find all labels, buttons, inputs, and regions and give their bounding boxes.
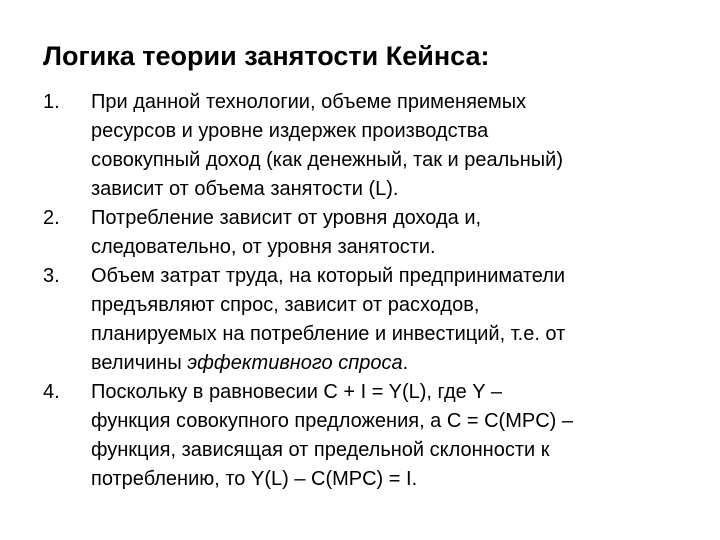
list-item-number: 4. (43, 381, 60, 403)
list-item-line: зависит от объема занятости (L). (91, 178, 399, 200)
list-item-line: функция, зависящая от предельной склонности к (91, 439, 550, 461)
numbered-list (43, 88, 693, 494)
list-item-line: Объем затрат труда, на который предприниматели (91, 265, 566, 287)
line-prefix: величины (91, 352, 188, 374)
list-item-line: следовательно, от уровня занятости. (91, 236, 436, 258)
list-item-line: При данной технологии, объеме применяемых (91, 91, 527, 113)
list-item-line: Поскольку в равновесии C + I = Y(L), где Y – (91, 381, 502, 403)
list-item-line: планируемых на потребление и инвестиций, т.е. от (91, 323, 566, 345)
list-item-number: 3. (43, 265, 60, 287)
list-item-line: предъявляют спрос, зависит от расходов, (91, 294, 480, 316)
list-item-line: Потребление зависит от уровня дохода и, (91, 207, 482, 229)
list-item-line: функция совокупного предложения, а C = C(MPC) – (91, 410, 573, 432)
list-item-number: 2. (43, 207, 60, 229)
slide-title: Логика теории занятости Кейнса: (43, 41, 490, 71)
emphasis-text: эффективного спроса (187, 352, 403, 374)
list-item (43, 378, 693, 494)
list-item (43, 88, 693, 204)
list-item-line: совокупный доход (как денежный, так и реальный) (91, 149, 563, 171)
list-item-line: потреблению, то Y(L) – C(MPC) = I. (91, 468, 418, 490)
list-item-line: ресурсов и уровне издержек производства (91, 120, 489, 142)
list-item (43, 262, 693, 378)
list-item (43, 204, 693, 262)
list-item-line (91, 349, 693, 378)
list-item-number: 1. (43, 91, 60, 113)
line-suffix: . (402, 352, 409, 374)
